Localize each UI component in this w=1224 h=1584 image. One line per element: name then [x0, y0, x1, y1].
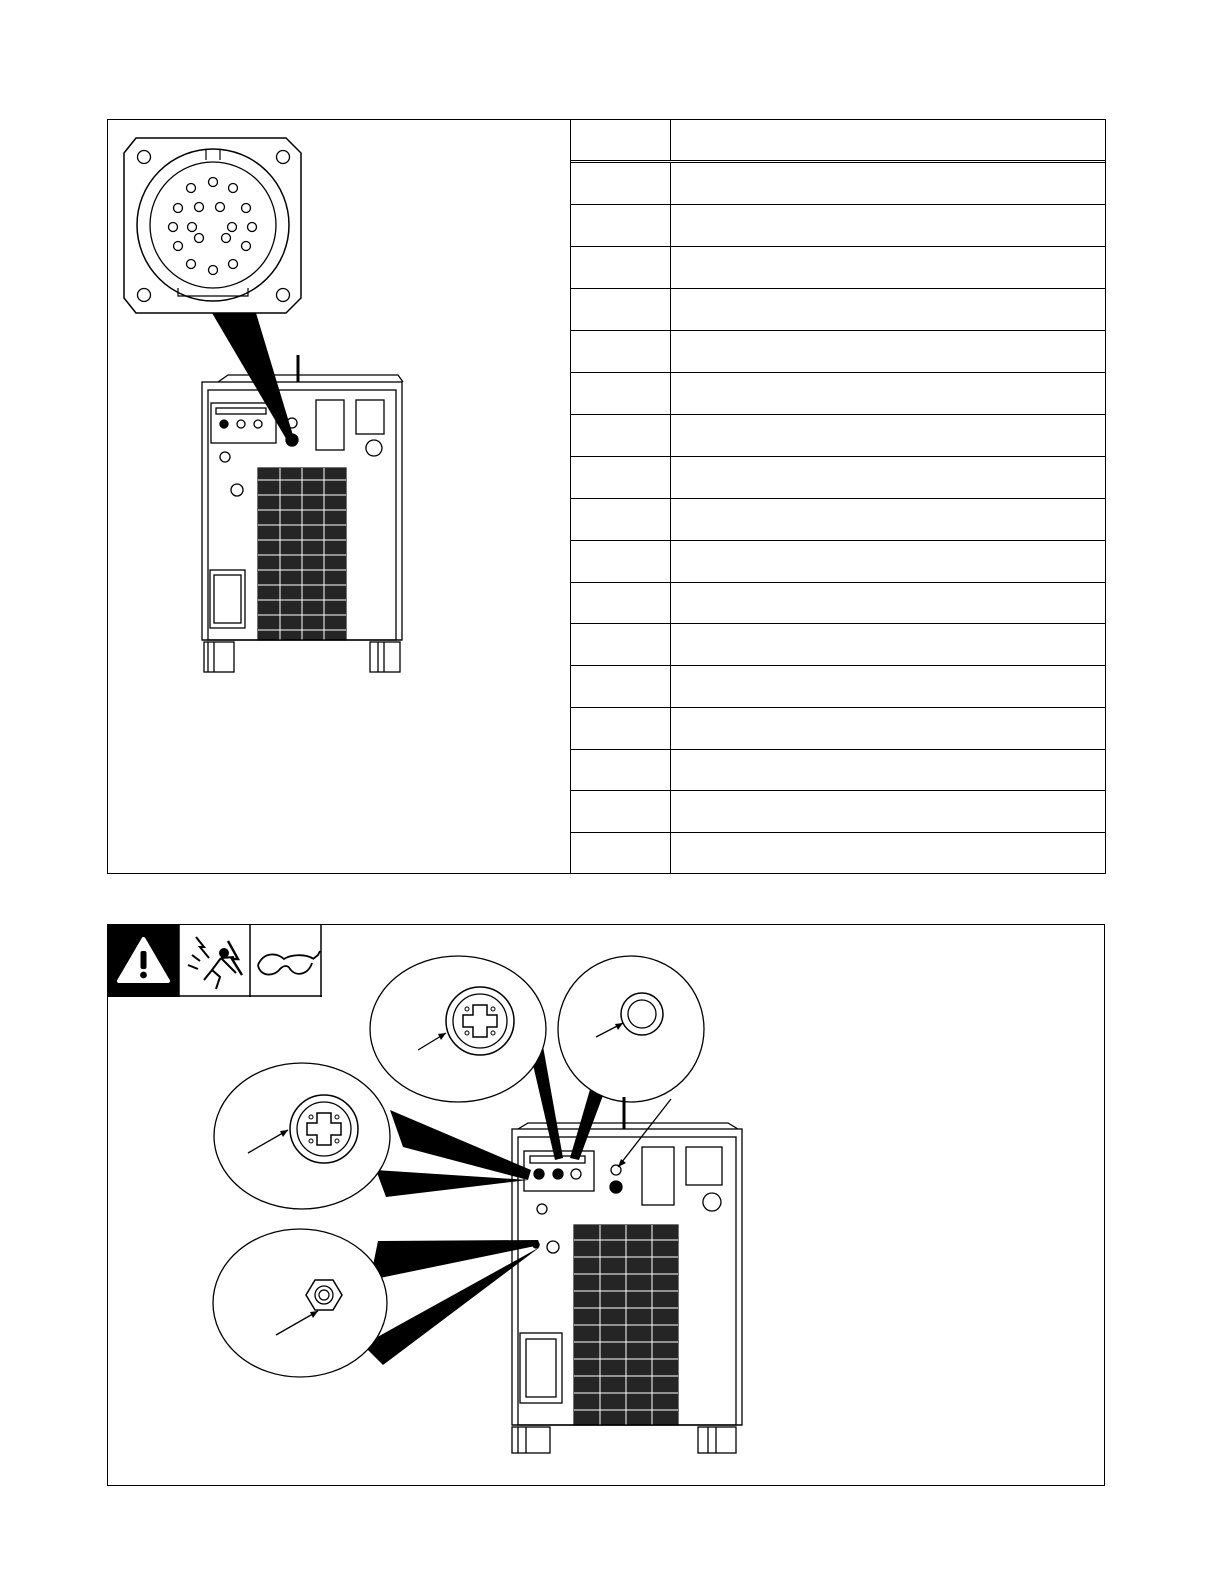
information-cell	[675, 624, 1100, 665]
table-row	[571, 624, 1106, 666]
pin-cell	[571, 163, 670, 204]
table-row	[571, 791, 1106, 833]
pin-cell	[571, 499, 670, 540]
table-row	[571, 205, 1106, 247]
pin-cell	[571, 750, 670, 790]
table-header-row	[571, 120, 1106, 163]
table-row	[571, 415, 1106, 457]
information-cell	[675, 289, 1100, 330]
pin-cell	[571, 708, 670, 749]
information-cell	[675, 373, 1100, 414]
information-cell	[675, 833, 1100, 873]
information-cell	[675, 205, 1100, 246]
pin-cell	[571, 415, 670, 456]
information-cell	[675, 499, 1100, 540]
pin-cell	[571, 373, 670, 414]
pin-cell	[571, 457, 670, 498]
rear-panel-receptacle-figure	[108, 120, 570, 873]
information-cell	[675, 163, 1100, 204]
pin-cell	[571, 791, 670, 832]
table-row	[571, 163, 1106, 205]
gas-fitting-callout	[213, 1229, 387, 1377]
table-row	[571, 708, 1106, 750]
pin-cell	[571, 289, 670, 330]
pin-cell	[571, 583, 670, 623]
pin-cell	[571, 666, 670, 707]
table-row	[571, 499, 1106, 541]
pin-cell	[571, 541, 670, 582]
information-cell	[675, 583, 1100, 623]
table-row	[571, 457, 1106, 499]
pin-column-header	[571, 120, 670, 160]
table-row	[571, 331, 1106, 373]
pin-cell	[571, 331, 670, 372]
pin-cell	[571, 833, 670, 873]
information-cell	[675, 331, 1100, 372]
table-row	[571, 666, 1106, 708]
receptacle-information-panel	[107, 119, 1106, 874]
table-row	[571, 247, 1106, 289]
information-cell	[675, 415, 1100, 456]
information-cell	[675, 541, 1100, 582]
table-row	[571, 289, 1106, 331]
table-row	[571, 833, 1106, 873]
unit-rear-view	[512, 1097, 742, 1453]
receptacle-closeup	[124, 138, 301, 313]
pin-cell	[571, 247, 670, 288]
table-row	[571, 583, 1106, 624]
unit-rear-view	[202, 355, 403, 672]
information-cell	[675, 750, 1100, 790]
fuse-holder-callout	[558, 956, 704, 1102]
information-cell	[675, 666, 1100, 707]
receptacle-callout-top	[370, 956, 546, 1102]
pin-information-table	[570, 120, 1106, 873]
table-row	[571, 541, 1106, 583]
information-cell	[675, 791, 1100, 832]
information-cell	[675, 708, 1100, 749]
information-cell	[675, 457, 1100, 498]
pin-cell	[571, 205, 670, 246]
information-column-header	[675, 120, 1100, 160]
rear-panel-connections-figure	[108, 925, 1104, 1485]
table-row	[571, 750, 1106, 791]
information-cell	[675, 247, 1100, 288]
table-row	[571, 373, 1106, 415]
receptacle-callout-left	[214, 1063, 390, 1209]
rear-panel-connections-panel	[107, 924, 1105, 1486]
pin-cell	[571, 624, 670, 665]
